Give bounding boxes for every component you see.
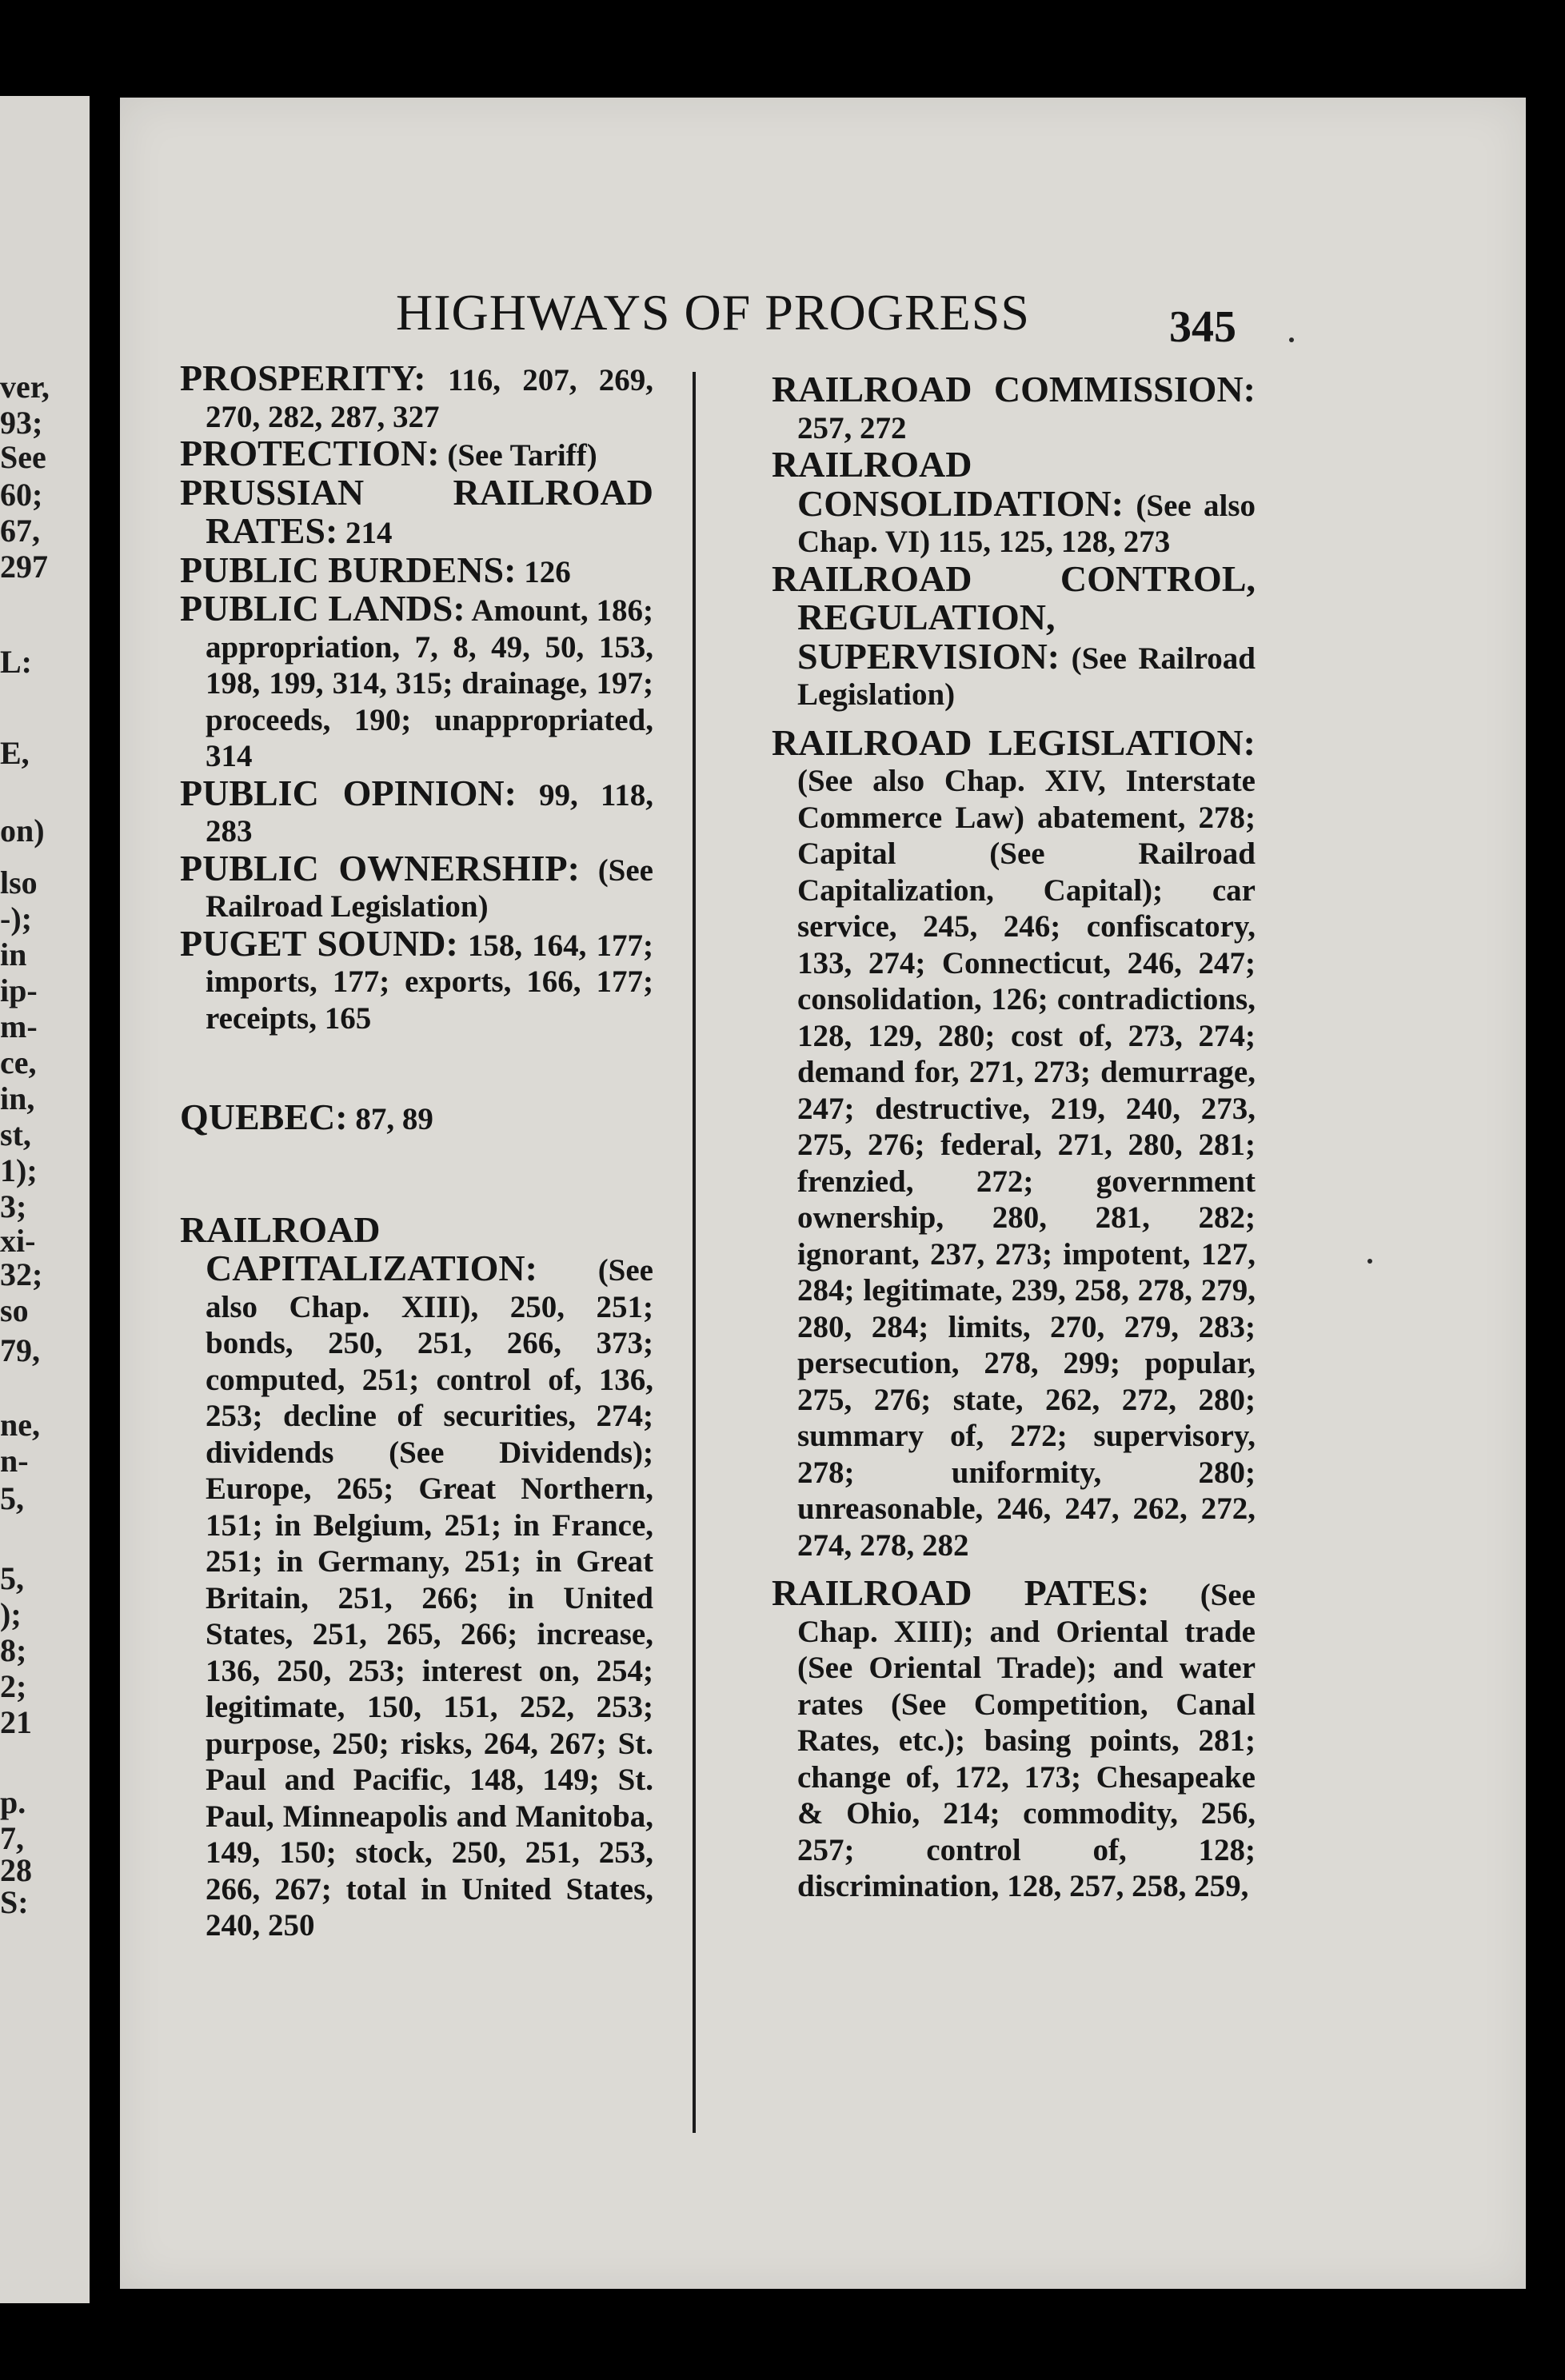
fragment: E, (0, 735, 30, 771)
fragment: S: (0, 1884, 29, 1920)
index-entry (180, 357, 653, 435)
section-gap (180, 1138, 653, 1212)
index-entry (772, 557, 1256, 713)
entry-references: 126 (516, 554, 571, 589)
fragment: -); (0, 900, 32, 936)
entry-references: (See also Chap. XIII), 250, 251; bonds, 250, 251, 266, 373; computed, 251; control of, 136, 253; decline of securities, 274; dividends (See Dividends); Europe, 265; Great Northern, 151; in Belgium, 251; in France, 251; in Germany, 251; in Great Britain, 251, 266; in United States, 251, 265, 266; increase, 136, 250, 253; interest on, 254; legitimate, 150, 151, 252, 253; purpose, 250; risks, 264, 267; St. Paul and Pacific, 148, 149; St. Paul, Minneapolis and Manitoba, 149, 150; stock, 250, 251, 253, 266, 267; total in United States, 240, 250 (206, 1253, 653, 1943)
fragment: so (0, 1292, 29, 1328)
entry-heading: RAILROAD CONSOLIDATION: (772, 444, 1124, 524)
fragment: 60; (0, 477, 43, 513)
entry-references: 87, 89 (347, 1102, 433, 1136)
entry-references: 158, 164, 177; imports, 177; exports, 166, 177; receipts, 165 (206, 928, 653, 1036)
fragment: xi- (0, 1223, 36, 1259)
fragment: 32; (0, 1256, 43, 1292)
index-entry (772, 446, 1256, 561)
fragment: m- (0, 1008, 38, 1044)
fragment: st, (0, 1116, 31, 1152)
index-page (120, 98, 1526, 2289)
scan-speck (1289, 337, 1294, 342)
entry-heading: PUGET SOUND: (180, 922, 458, 964)
entry-references: (See also Chap. XIV, Interstate Commerce Law) abatement, 278; Capital (See Railroad Capitalization, Capital); car service, 245, 246; confiscatory, 133, 274; Connecticut, 246, 247; consolidation, 126; contradictions, 128, 129, 280; cost of, 273, 274; demand for, 271, 273; demurrage, 247; destructive, 219, 240, 273, 275, 276; federal, 271, 280, 281; frenzied, 272; government ownership, 280, 281, 282; ignorant, 237, 273; impotent, 127, 284; legitimate, 239, 258, 278, 279, 280, 284; limits, 270, 279, 283; persecution, 278, 299; popular, 275, 276; state, 262, 272, 280; summary of, 272; supervisory, 278; uniformity, 280; unreasonable, 246, 247, 262, 272, 274, 278, 282 (797, 764, 1256, 1563)
entry-heading: PUBLIC BURDENS: (180, 549, 517, 590)
fragment: 79, (0, 1332, 40, 1368)
index-entry (180, 847, 653, 925)
entry-references: (See Tariff) (439, 438, 597, 473)
fragment: 8; (0, 1632, 27, 1668)
fragment: ); (0, 1596, 22, 1632)
entry-heading: RAILROAD CONTROL, REGULATION, SUPERVISION: (772, 557, 1256, 677)
fragment: 2; (0, 1668, 27, 1704)
section-gap (180, 1036, 653, 1099)
index-column-left (180, 357, 654, 1944)
column-divider (693, 372, 696, 2133)
fragment: 297 (0, 549, 48, 585)
fragment: 21 (0, 1704, 32, 1740)
index-entry (180, 549, 653, 591)
running-header: HIGHWAYS OF PROGRESS (396, 284, 1030, 341)
fragment: 5, (0, 1560, 24, 1596)
entry-heading: RAILROAD COMMISSION: (772, 369, 1256, 409)
entry-references: (See Railroad Legislation) (797, 641, 1256, 712)
fragment: 67, (0, 513, 40, 549)
entry-references: 116, 207, 269, 270, 282, 287, 327 (206, 363, 653, 434)
fragment: L: (0, 644, 32, 680)
fragment: 5, (0, 1480, 24, 1516)
page-number: 345 (1169, 302, 1236, 352)
fragment: ip- (0, 972, 38, 1008)
entry-heading: PUBLIC OPINION: (180, 772, 517, 813)
entry-heading: RAILROAD CAPITALIZATION: (180, 1208, 537, 1288)
fragment: in, (0, 1080, 35, 1116)
fragment: on) (0, 813, 45, 849)
index-entry (180, 471, 653, 552)
index-entry (180, 590, 653, 775)
scan-speck (1367, 1259, 1372, 1264)
index-entry (772, 371, 1256, 446)
fragment: 93; (0, 405, 43, 441)
entry-heading: QUEBEC: (180, 1096, 348, 1137)
entry-references: Amount, 186; appropriation, 7, 8, 49, 50, 153, 198, 199, 314, 315; drainage, 197; proceeds, 190; unappropriated, 314 (206, 593, 654, 773)
entry-heading: PUBLIC OWNERSHIP: (180, 847, 580, 889)
entry-references: (See Chap. XIII); and Oriental trade (See Oriental Trade); and water rates (See Competition, Canal Rates, etc.); basing points, 281; change of, 172, 173; Chesapeake & Ohio, 214; commodity, 256, 257; control of, 128; discrimination, 128, 257, 258, 259, (797, 1578, 1256, 1903)
index-entry (180, 1208, 653, 1944)
fragment: 3; (0, 1188, 27, 1224)
entry-heading: PROSPERITY: (180, 357, 426, 398)
fragment: ce, (0, 1044, 37, 1080)
entry-references: (See Railroad Legislation) (206, 853, 653, 924)
fragment: n- (0, 1443, 29, 1479)
index-entry (180, 435, 653, 474)
fragment: p. (0, 1784, 26, 1820)
entry-references: 214 (337, 516, 393, 550)
index-entry (772, 1572, 1256, 1905)
index-entry (180, 772, 653, 850)
entry-heading: PROTECTION: (180, 433, 440, 473)
fragment: 7, (0, 1820, 24, 1856)
fragment: in (0, 936, 27, 972)
entry-references: (See also Chap. VI) 115, 125, 128, 273 (797, 488, 1256, 559)
index-entry (180, 1096, 653, 1138)
adjacent-page-edge (0, 96, 90, 2303)
entry-heading: PUBLIC LANDS: (180, 588, 465, 629)
entry-heading: PRUSSIAN RAILROAD RATES: (180, 471, 653, 551)
entry-references: 257, 272 (797, 410, 907, 445)
entry-references: 99, 118, 283 (206, 777, 653, 849)
index-entry (772, 721, 1256, 1564)
fragment: See (0, 439, 46, 475)
entry-heading: RAILROAD LEGISLATION: (772, 721, 1256, 763)
index-column-right (772, 371, 1256, 1905)
fragment: 1); (0, 1152, 38, 1188)
fragment: ver, (0, 369, 50, 405)
fragment: lso (0, 865, 38, 900)
fragment: ne, (0, 1407, 40, 1443)
index-entry (180, 922, 653, 1037)
entry-heading: RAILROAD PATES: (772, 1572, 1150, 1613)
fragment: 28 (0, 1852, 32, 1888)
